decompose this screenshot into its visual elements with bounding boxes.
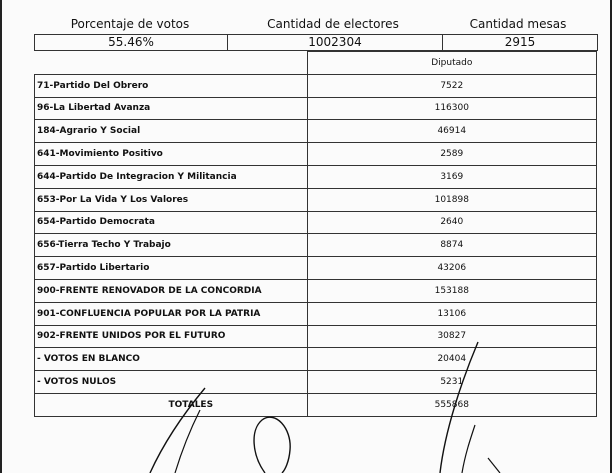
party-name: 644-Partido De Integracion Y Militancia bbox=[35, 165, 308, 188]
vote-count: 116300 bbox=[307, 97, 596, 120]
table-row bbox=[35, 348, 597, 371]
party-name: - VOTOS EN BLANCO bbox=[35, 348, 308, 371]
vote-count: 7522 bbox=[307, 74, 596, 97]
party-name: 96-La Libertad Avanza bbox=[35, 97, 308, 120]
vote-count: 43206 bbox=[307, 257, 596, 280]
diputado-header: Diputado bbox=[307, 52, 596, 75]
header-blank-cell bbox=[35, 52, 308, 75]
party-name: 71-Partido Del Obrero bbox=[35, 74, 308, 97]
percentage-value: 55.46% bbox=[35, 35, 228, 50]
vote-count: 13106 bbox=[307, 302, 596, 325]
party-name: 656-Tierra Techo Y Trabajo bbox=[35, 234, 308, 257]
vote-count: 2640 bbox=[307, 211, 596, 234]
party-name: 184-Agrario Y Social bbox=[35, 120, 308, 143]
table-row bbox=[35, 302, 597, 325]
party-name: 641-Movimiento Positivo bbox=[35, 143, 308, 166]
table-row bbox=[35, 234, 597, 257]
party-name: 657-Partido Libertario bbox=[35, 257, 308, 280]
table-row bbox=[35, 97, 597, 120]
signature-stroke-right-2 bbox=[462, 425, 475, 473]
vote-count: 101898 bbox=[307, 188, 596, 211]
vote-count: 3169 bbox=[307, 165, 596, 188]
vote-count: 20404 bbox=[307, 348, 596, 371]
vote-count: 2589 bbox=[307, 143, 596, 166]
results-table bbox=[34, 51, 597, 417]
signature-tail bbox=[488, 458, 500, 473]
summary-row bbox=[34, 34, 598, 51]
vote-count: 5231 bbox=[307, 371, 596, 394]
vote-count: 153188 bbox=[307, 279, 596, 302]
totals-label: TOTALES bbox=[35, 393, 308, 416]
table-row bbox=[35, 165, 597, 188]
electors-label: Cantidad de electores bbox=[267, 17, 399, 31]
table-row bbox=[35, 257, 597, 280]
table-row bbox=[35, 211, 597, 234]
party-name: 653-Por La Vida Y Los Valores bbox=[35, 188, 308, 211]
table-row bbox=[35, 371, 597, 394]
party-name: 900-FRENTE RENOVADOR DE LA CONCORDIA bbox=[35, 279, 308, 302]
tables-label: Cantidad mesas bbox=[469, 17, 567, 31]
party-name: - VOTOS NULOS bbox=[35, 371, 308, 394]
table-row bbox=[35, 74, 597, 97]
signature-loop bbox=[254, 417, 290, 473]
percentage-label: Porcentaje de votos bbox=[70, 17, 190, 31]
party-name: 654-Partido Democrata bbox=[35, 211, 308, 234]
vote-count: 46914 bbox=[307, 120, 596, 143]
vote-count: 8874 bbox=[307, 234, 596, 257]
tables-value: 2915 bbox=[504, 35, 536, 49]
party-name: 902-FRENTE UNIDOS POR EL FUTURO bbox=[35, 325, 308, 348]
totals-row bbox=[35, 393, 597, 416]
header-row bbox=[35, 52, 597, 75]
table-row bbox=[35, 188, 597, 211]
signature-stroke-left-2 bbox=[175, 410, 200, 473]
totals-value: 555868 bbox=[307, 393, 596, 416]
vote-count: 30827 bbox=[307, 325, 596, 348]
table-row bbox=[35, 325, 597, 348]
party-name: 901-CONFLUENCIA POPULAR POR LA PATRIA bbox=[35, 302, 308, 325]
table-row bbox=[35, 120, 597, 143]
electors-value: 1002304 bbox=[228, 35, 443, 50]
table-row bbox=[35, 279, 597, 302]
table-row bbox=[35, 143, 597, 166]
left-page-edge bbox=[0, 0, 2, 473]
